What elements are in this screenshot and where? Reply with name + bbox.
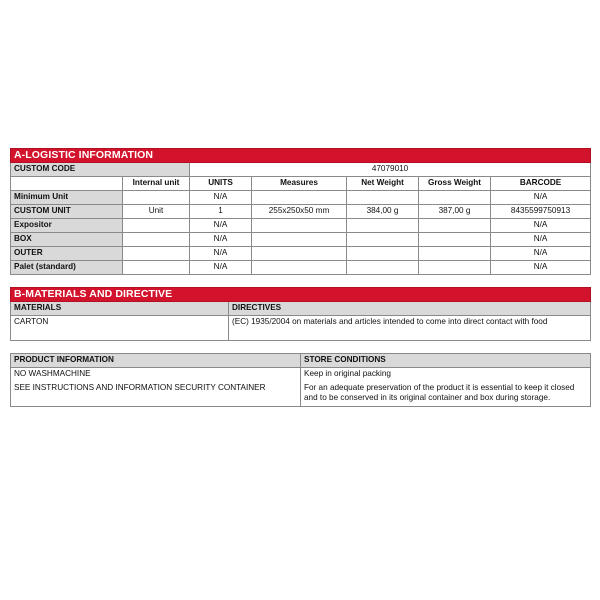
store-line: For an adequate preservation of the product it is essential to keep it closed and to be conserved in its original container and box during storage. (304, 383, 575, 402)
material-value: CARTON (11, 316, 229, 341)
barcode-cell: N/A (491, 219, 591, 233)
measures-cell (252, 247, 347, 261)
internal-cell (123, 261, 190, 275)
measures-cell (252, 191, 347, 205)
gross-cell (419, 261, 491, 275)
materials-banner: B-MATERIALS AND DIRECTIVE (11, 288, 591, 302)
barcode-cell: N/A (491, 233, 591, 247)
gross-cell (419, 219, 491, 233)
internal-cell (123, 219, 190, 233)
net-cell (347, 191, 419, 205)
gross-cell (419, 233, 491, 247)
table-row (11, 191, 591, 205)
col-net-weight: Net Weight (347, 177, 419, 191)
units-cell: N/A (190, 219, 252, 233)
row-label: Minimum Unit (11, 191, 123, 205)
logistic-table (10, 148, 591, 275)
units-cell: N/A (190, 233, 252, 247)
section-gap (10, 341, 590, 353)
directives-header: DIRECTIVES (229, 302, 591, 316)
materials-header: MATERIALS (11, 302, 229, 316)
row-label: BOX (11, 233, 123, 247)
units-cell: N/A (190, 247, 252, 261)
table-row (11, 219, 591, 233)
units-cell: N/A (190, 191, 252, 205)
store-conditions-header: STORE CONDITIONS (301, 354, 591, 368)
measures-cell (252, 261, 347, 275)
internal-cell (123, 191, 190, 205)
gross-cell (419, 191, 491, 205)
gross-cell (419, 247, 491, 261)
row-label: Palet (standard) (11, 261, 123, 275)
store-line: Keep in original packing (304, 369, 391, 378)
empty-header-cell (11, 177, 123, 191)
table-row (11, 261, 591, 275)
col-internal-unit: Internal unit (123, 177, 190, 191)
net-cell (347, 247, 419, 261)
barcode-cell: N/A (491, 261, 591, 275)
units-cell: N/A (190, 261, 252, 275)
product-info-cell (11, 368, 301, 407)
internal-cell (123, 247, 190, 261)
logistic-banner: A-LOGISTIC INFORMATION (11, 149, 591, 163)
barcode-cell: N/A (491, 191, 591, 205)
internal-cell: Unit (123, 205, 190, 219)
col-gross-weight: Gross Weight (419, 177, 491, 191)
barcode-cell: 8435599750913 (491, 205, 591, 219)
units-cell: 1 (190, 205, 252, 219)
section-gap (10, 275, 590, 287)
custom-code-value: 47079010 (190, 163, 591, 177)
col-barcode: BARCODE (491, 177, 591, 191)
store-conditions-cell (301, 368, 591, 407)
col-measures: Measures (252, 177, 347, 191)
product-info-header: PRODUCT INFORMATION (11, 354, 301, 368)
table-row (11, 205, 591, 219)
barcode-cell: N/A (491, 247, 591, 261)
net-cell (347, 233, 419, 247)
internal-cell (123, 233, 190, 247)
row-label: OUTER (11, 247, 123, 261)
measures-cell (252, 233, 347, 247)
custom-code-label: CUSTOM CODE (11, 163, 190, 177)
net-cell (347, 261, 419, 275)
directive-value: (EC) 1935/2004 on materials and articles intended to come into direct contact with food (229, 316, 591, 341)
materials-table (10, 287, 591, 341)
net-cell: 384,00 g (347, 205, 419, 219)
product-line: SEE INSTRUCTIONS AND INFORMATION SECURITY CONTAINER (14, 383, 266, 392)
product-line: NO WASHMACHINE (14, 369, 91, 378)
spec-sheet (10, 148, 590, 407)
table-row (11, 247, 591, 261)
logistic-header-row (11, 177, 591, 191)
product-table (10, 353, 591, 407)
measures-cell: 255x250x50 mm (252, 205, 347, 219)
measures-cell (252, 219, 347, 233)
net-cell (347, 219, 419, 233)
row-label: Expositor (11, 219, 123, 233)
col-units: UNITS (190, 177, 252, 191)
table-row (11, 233, 591, 247)
row-label: CUSTOM UNIT (11, 205, 123, 219)
gross-cell: 387,00 g (419, 205, 491, 219)
